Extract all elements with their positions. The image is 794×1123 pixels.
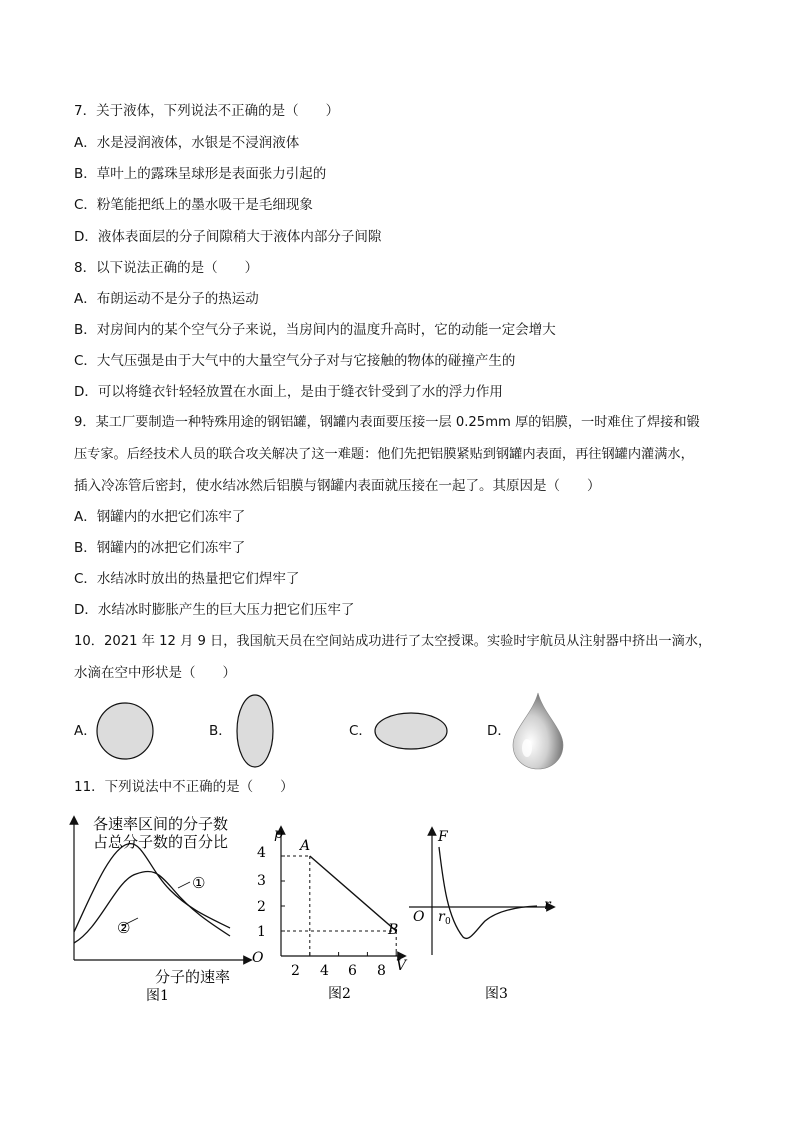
fig2-ytick-4: 4	[257, 845, 266, 861]
fig2-ab-line	[310, 856, 396, 931]
q8-stem: 8．以下说法正确的是（ ）	[74, 260, 259, 276]
fig3-xlabel: r	[544, 897, 551, 913]
figure-3-force-distance	[405, 825, 565, 1005]
fig2-point-b: B	[388, 922, 399, 938]
fig2-ytick-2: 2	[257, 899, 266, 915]
fig2-xlabel: V	[396, 958, 407, 974]
fig1-ylabel-line-1: 各速率区间的分子数	[93, 815, 229, 833]
q7-option-a: A．水是浸润液体，水银是不浸润液体	[74, 135, 300, 151]
q9-stem-line-2: 压专家。后经技术人员的联合攻关解决了这一难题：他们先把铝膜紧贴到钢罐内表面，再往钢罐内灌满水，	[74, 447, 694, 462]
fig3-origin: O	[413, 909, 425, 925]
fig2-xtick-2: 2	[291, 963, 300, 979]
q7-option-d: D．液体表面层的分子间隙稍大于液体内部分子间隙	[74, 229, 382, 245]
fig2-xtick-4: 4	[320, 963, 329, 979]
q10-option-b-vertical-ellipse	[235, 693, 275, 769]
fig3-curve	[439, 847, 537, 938]
q9-option-a: A．钢罐内的水把它们冻牢了	[74, 509, 246, 525]
q10-option-b-label: B．	[209, 723, 232, 739]
fig1-curve-2-label: ②	[117, 919, 131, 937]
figure-1-speed-distribution	[60, 808, 260, 1008]
q10-option-d-label: D．	[487, 723, 511, 739]
q8-option-d: D．可以将缝衣针轻轻放置在水面上，是由于缝衣针受到了水的浮力作用	[74, 384, 503, 400]
q10-stem-line-2: 水滴在空中形状是（ ）	[74, 665, 236, 681]
q10-option-a-label: A．	[74, 723, 97, 739]
fig3-r0-subscript: 0	[445, 917, 451, 927]
q9-option-b: B．钢罐内的冰把它们冻牢了	[74, 540, 246, 556]
q7-option-b: B．草叶上的露珠呈球形是表面张力引起的	[74, 166, 327, 182]
fig1-caption: 图1	[146, 988, 169, 1004]
q7-stem: 7．关于液体，下列说法不正确的是（ ）	[74, 103, 340, 119]
fig2-xtick-8: 8	[377, 963, 386, 979]
q10-stem-line-1: 10．2021 年 12 月 9 日，我国航天员在空间站成功进行了太空授课。实验时宇航员从注射器中挤出一滴水，	[74, 634, 712, 649]
q9-stem-line-3: 插入冷冻管后密封，使水结冰然后铝膜与钢罐内表面就压接在一起了。其原因是（ ）	[74, 478, 601, 494]
q10-option-d-teardrop	[509, 691, 565, 771]
fig1-curve-1-label: ①	[192, 874, 206, 892]
q8-option-b: B．对房间内的某个空气分子来说，当房间内的温度升高时，它的动能一定会增大	[74, 322, 556, 338]
q11-stem: 11．下列说法中不正确的是（ ）	[74, 779, 294, 795]
q10-option-a-sphere	[96, 701, 156, 761]
fig1-xlabel: 分子的速率	[155, 968, 231, 986]
fig2-ytick-1: 1	[257, 924, 266, 940]
q7-option-c: C．粉笔能把纸上的墨水吸干是毛细现象	[74, 197, 313, 213]
q8-option-c: C．大气压强是由于大气中的大量空气分子对与它接触的物体的碰撞产生的	[74, 353, 516, 369]
q9-option-d: D．水结冰时膨胀产生的巨大压力把它们压牢了	[74, 602, 355, 618]
q10-option-c-horizontal-ellipse	[373, 711, 449, 751]
fig2-ytick-3: 3	[257, 873, 266, 889]
q9-option-c: C．水结冰时放出的热量把它们焊牢了	[74, 571, 300, 587]
q9-stem-line-1: 9．某工厂要制造一种特殊用途的钢铝罐，钢罐内表面要压接一层 0.25mm 厚的铝膜，一时难住了焊接和锻	[74, 415, 700, 430]
fig2-ylabel: p	[274, 826, 283, 842]
q8-option-a: A．布朗运动不是分子的热运动	[74, 291, 259, 307]
fig2-xtick-6: 6	[348, 963, 357, 979]
fig3-caption: 图3	[485, 986, 508, 1002]
fig2-point-a: A	[300, 838, 311, 854]
figure-2-p-v-graph	[248, 820, 418, 1005]
fig2-origin: O	[252, 950, 264, 966]
fig3-r0-label: r	[438, 909, 445, 925]
fig2-caption: 图2	[328, 986, 351, 1002]
fig1-ylabel-line-2: 占总分子数的百分比	[93, 833, 229, 851]
q10-option-c-label: C．	[349, 723, 372, 739]
fig3-ylabel: F	[438, 829, 448, 845]
